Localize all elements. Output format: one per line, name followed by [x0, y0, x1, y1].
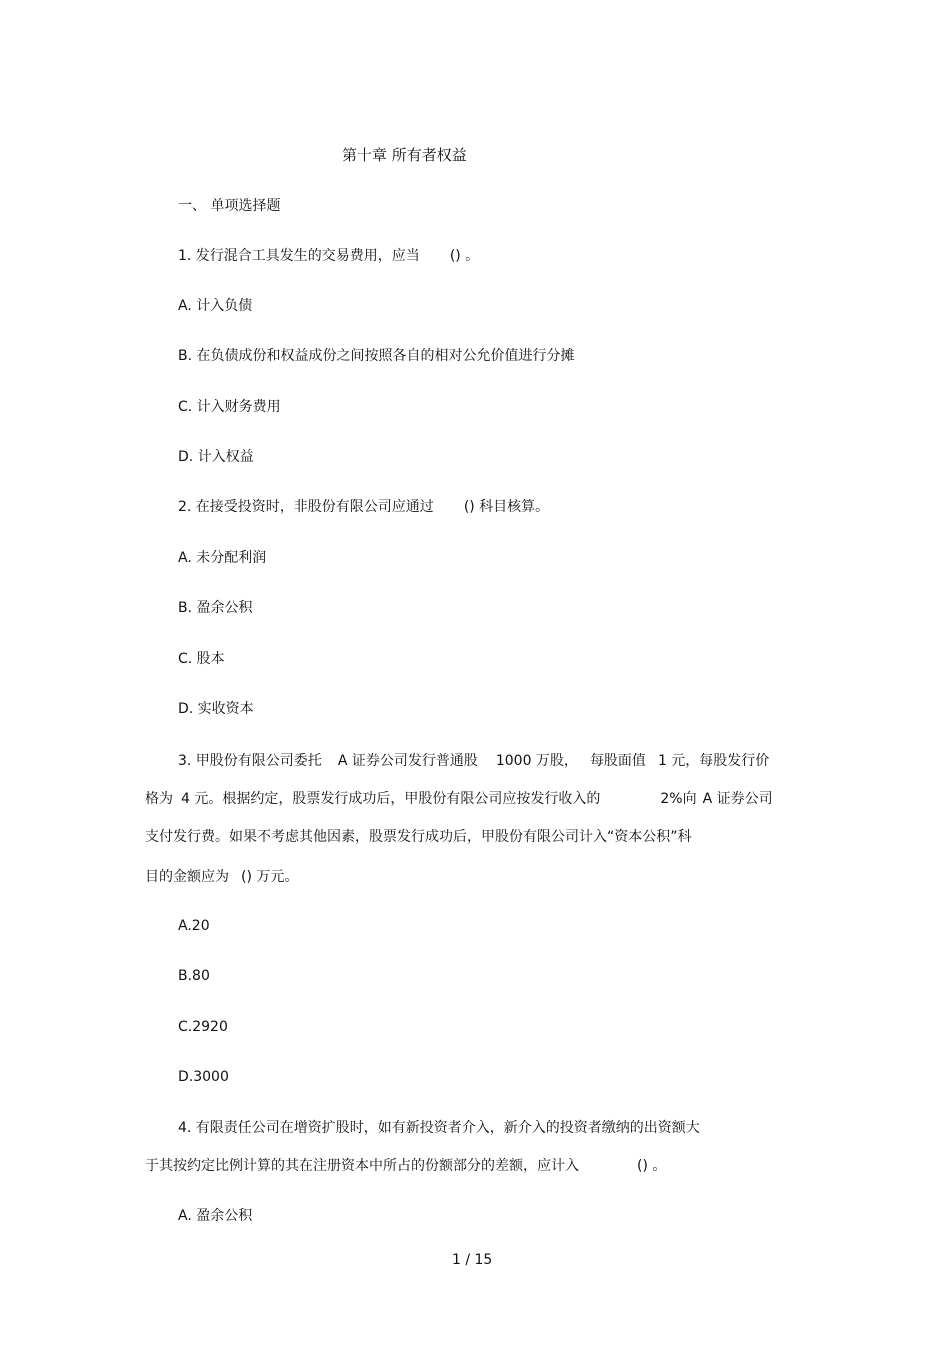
option-a: A. 未分配利润	[178, 550, 267, 566]
question-stem-blank: () 。	[449, 248, 480, 264]
question-stem-text: 1. 发行混合工具发生的交易费用，应当	[178, 248, 420, 264]
question-2-stem	[178, 497, 549, 517]
question-3-stem-line-2	[145, 789, 773, 809]
question-3-stem-line-4	[145, 867, 298, 887]
section-heading: 一、 单项选择题	[178, 198, 281, 214]
stem-segment: () 。	[637, 1158, 667, 1174]
chapter-title: 第十章 所有者权益	[342, 146, 467, 164]
stem-segment: 1000 万股，	[495, 753, 578, 769]
option-c: C. 计入财务费用	[178, 399, 281, 415]
stem-segment: A 证券公司	[702, 791, 773, 807]
question-3-stem-line-3: 支付发行费。如果不考虑其他因素，股票发行成功后，甲股份有限公司计入“资本公积”科	[145, 829, 692, 845]
option-b: B.80	[178, 968, 210, 984]
option-a: A.20	[178, 918, 210, 934]
stem-segment: 格为	[145, 791, 173, 807]
stem-segment: 1 元，每股发行价	[657, 753, 770, 769]
stem-segment: A 证券公司发行普通股	[337, 753, 478, 769]
question-4-stem-line-1: 4. 有限责任公司在增资扩股时，如有新投资者介入，新介入的投资者缴纳的出资额大	[178, 1120, 700, 1136]
option-c: C.2920	[178, 1019, 228, 1035]
option-c: C. 股本	[178, 651, 225, 667]
question-stem-blank: () 科目核算。	[463, 499, 550, 515]
stem-segment: 4 元。根据约定，股票发行成功后，甲股份有限公司应按发行收入的	[181, 791, 601, 807]
page-number: 1 / 15	[452, 1252, 493, 1268]
question-4-stem-line-2	[145, 1156, 666, 1176]
option-d: D.3000	[178, 1069, 229, 1085]
stem-segment: 3. 甲股份有限公司委托	[178, 753, 322, 769]
option-b: B. 盈余公积	[178, 600, 253, 616]
option-a: A. 计入负债	[178, 298, 253, 314]
stem-segment: () 万元。	[241, 869, 299, 885]
question-3-stem-line-1	[178, 751, 769, 771]
option-d: D. 实收资本	[178, 701, 254, 717]
stem-segment: 每股面值	[589, 753, 646, 769]
question-1-stem	[178, 246, 479, 266]
stem-segment: 2%向	[660, 791, 697, 807]
option-b: B. 在负债成份和权益成份之间按照各自的相对公允价值进行分摊	[178, 348, 575, 364]
stem-segment: 于其按约定比例计算的其在注册资本中所占的份额部分的差额，应计入	[145, 1158, 579, 1174]
option-a: A. 盈余公积	[178, 1208, 253, 1224]
question-stem-text: 2. 在接受投资时，非股份有限公司应通过	[178, 499, 434, 515]
stem-segment: 目的金额应为	[145, 869, 229, 885]
option-d: D. 计入权益	[178, 449, 254, 465]
